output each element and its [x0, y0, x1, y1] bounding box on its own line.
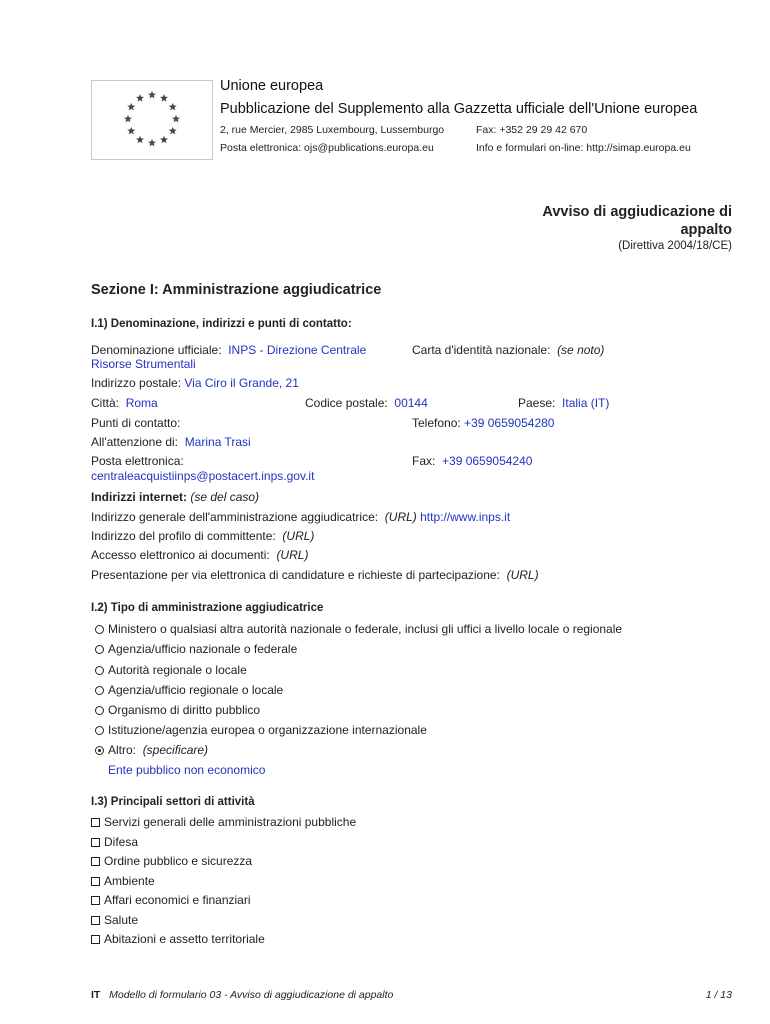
checkbox-icon[interactable]	[91, 916, 100, 925]
notice-title-line1: Avviso di aggiudicazione di	[542, 204, 732, 220]
postal-value: Via Ciro il Grande, 21	[184, 376, 299, 390]
sector-option-7[interactable]	[91, 932, 265, 946]
authority-option-label: Istituzione/agenzia europea o organizzazione internazionale	[108, 723, 427, 737]
radio-icon[interactable]	[95, 645, 104, 654]
general-address-row	[91, 510, 510, 524]
postcode-value: 00144	[394, 396, 428, 410]
authority-option-label: Organismo di diritto pubblico	[108, 703, 261, 717]
star-icon	[127, 103, 135, 111]
buyer-profile-url-hint: (URL)	[282, 529, 315, 543]
internet-row	[91, 490, 259, 504]
i3-title: I.3) Principali settori di attività	[91, 796, 255, 808]
postcode-label: Codice postale:	[305, 396, 388, 410]
authority-option-1[interactable]	[95, 622, 622, 636]
star-icon	[124, 115, 132, 123]
postcode-row	[305, 396, 428, 410]
header-info: Info e formulari on-line: http://simap.europa.eu	[476, 142, 691, 154]
radio-icon[interactable]	[95, 726, 104, 735]
star-icon	[127, 127, 135, 135]
sector-option-label: Salute	[104, 913, 139, 927]
authority-option-3[interactable]	[95, 663, 247, 677]
sector-option-label: Ordine pubblico e sicurezza	[104, 854, 253, 868]
sector-option-label: Servizi generali delle amministrazioni pubbliche	[104, 815, 357, 829]
authority-option-label: Autorità regionale o locale	[108, 663, 247, 677]
postal-row	[91, 376, 299, 390]
authority-option-label: Agenzia/ufficio regionale o locale	[108, 683, 284, 697]
sector-option-label: Affari economici e finanziari	[104, 893, 251, 907]
sector-option-6[interactable]	[91, 913, 138, 927]
email-value[interactable]: centraleacquistiinps@postacert.inps.gov.it	[91, 469, 315, 483]
authority-option-6[interactable]	[95, 723, 427, 737]
authority-option-label: Ministero o qualsiasi altra autorità nazionale o federale, inclusi gli uffici a livello locale o regionale	[108, 622, 623, 636]
footer-page-number: 1 / 13	[705, 989, 732, 1001]
authority-option-label: Altro:	[108, 743, 137, 757]
national-id-hint: (se noto)	[557, 343, 605, 357]
electronic-access-label: Accesso elettronico ai documenti:	[91, 548, 270, 562]
header-org: Unione europea	[220, 78, 324, 94]
star-icon	[148, 139, 156, 147]
national-id-label: Carta d'identità nazionale:	[412, 343, 551, 357]
sector-option-3[interactable]	[91, 854, 252, 868]
authority-option-4[interactable]	[95, 683, 283, 697]
eu-flag-logo	[91, 80, 213, 160]
authority-option-5[interactable]	[95, 703, 260, 717]
attention-row	[91, 435, 251, 449]
checkbox-icon[interactable]	[91, 857, 100, 866]
electronic-submission-label: Presentazione per via elettronica di candidature e richieste di partecipazione:	[91, 568, 500, 582]
national-id-row	[412, 343, 604, 357]
city-row	[91, 396, 158, 410]
sector-option-4[interactable]	[91, 874, 155, 888]
checkbox-icon[interactable]	[91, 896, 100, 905]
contact-label: Punti di contatto:	[91, 416, 181, 430]
sector-option-label: Ambiente	[104, 874, 155, 888]
postal-label: Indirizzo postale:	[91, 376, 182, 390]
internet-label: Indirizzi internet:	[91, 490, 187, 504]
header-address: 2, rue Mercier, 2985 Luxembourg, Lussemburgo	[220, 124, 445, 136]
i2-title: I.2) Tipo di amministrazione aggiudicatrice	[91, 602, 324, 614]
electronic-submission-url-hint: (URL)	[506, 568, 539, 582]
fax-value: +39 0659054240	[442, 454, 533, 468]
checkbox-icon[interactable]	[91, 877, 100, 886]
header-fax: Fax: +352 29 29 42 670	[476, 124, 588, 136]
checkbox-icon[interactable]	[91, 818, 100, 827]
notice-title-line2: appalto	[680, 222, 732, 238]
star-icon	[136, 136, 144, 144]
general-address-url-hint: (URL)	[384, 510, 417, 524]
official-name-row	[91, 343, 366, 357]
radio-icon[interactable]	[95, 666, 104, 675]
phone-value: +39 0659054280	[464, 416, 555, 430]
attention-label: All'attenzione di:	[91, 435, 179, 449]
city-value: Roma	[125, 396, 158, 410]
checkbox-icon[interactable]	[91, 838, 100, 847]
star-icon	[136, 94, 144, 102]
radio-icon[interactable]	[95, 706, 104, 715]
sector-option-label: Difesa	[104, 835, 139, 849]
star-icon	[169, 103, 177, 111]
radio-selected-icon[interactable]	[95, 746, 104, 755]
official-name-value-cont: Risorse Strumentali	[91, 357, 196, 371]
header-email: Posta elettronica: ojs@publications.europa.eu	[220, 142, 434, 154]
electronic-access-url-hint: (URL)	[276, 548, 309, 562]
footer-lang: IT	[91, 989, 101, 1001]
sector-option-1[interactable]	[91, 815, 356, 829]
star-icon	[160, 136, 168, 144]
phone-label: Telefono:	[412, 416, 461, 430]
internet-hint: (se del caso)	[190, 490, 260, 504]
star-icon	[160, 94, 168, 102]
sector-option-label: Abitazioni e assetto territoriale	[104, 932, 265, 946]
official-name-value: INPS - Direzione Centrale	[228, 343, 367, 357]
email-label: Posta elettronica:	[91, 454, 184, 468]
section-title: Sezione I: Amministrazione aggiudicatrice	[91, 282, 382, 298]
i1-title: I.1) Denominazione, indirizzi e punti di contatto:	[91, 318, 352, 330]
notice-title-block	[542, 203, 732, 254]
radio-icon[interactable]	[95, 625, 104, 634]
official-name-label: Denominazione ufficiale:	[91, 343, 222, 357]
star-icon	[169, 127, 177, 135]
footer-form-name: Modello di formulario 03 - Avviso di aggiudicazione di appalto	[109, 989, 394, 1001]
footer	[91, 989, 393, 1001]
phone-row	[412, 416, 554, 430]
authority-other-value: Ente pubblico non economico	[108, 763, 266, 777]
electronic-submission-row	[91, 568, 539, 582]
header-publication: Pubblicazione del Supplemento alla Gazzetta ufficiale dell'Unione europea	[220, 101, 698, 117]
buyer-profile-row	[91, 529, 314, 543]
city-label: Città:	[91, 396, 120, 410]
notice-directive: (Direttiva 2004/18/CE)	[618, 240, 732, 252]
buyer-profile-label: Indirizzo del profilo di committente:	[91, 529, 276, 543]
fax-label: Fax:	[412, 454, 436, 468]
country-value: Italia (IT)	[562, 396, 610, 410]
electronic-access-row	[91, 548, 308, 562]
general-address-link[interactable]: http://www.inps.it	[420, 510, 511, 524]
star-icon	[148, 91, 156, 99]
country-label: Paese:	[518, 396, 556, 410]
sector-option-2[interactable]	[91, 835, 138, 849]
authority-option-7[interactable]	[95, 743, 208, 757]
authority-option-2[interactable]	[95, 642, 297, 656]
authority-option-label: Agenzia/ufficio nazionale o federale	[108, 642, 298, 656]
general-address-label: Indirizzo generale dell'amministrazione aggiudicatrice:	[91, 510, 379, 524]
radio-icon[interactable]	[95, 686, 104, 695]
sector-option-5[interactable]	[91, 893, 251, 907]
checkbox-icon[interactable]	[91, 935, 100, 944]
country-row	[518, 396, 609, 410]
star-icon	[172, 115, 180, 123]
authority-option-hint: (specificare)	[142, 743, 209, 757]
attention-value: Marina Trasi	[184, 435, 251, 449]
fax-row	[412, 454, 532, 468]
